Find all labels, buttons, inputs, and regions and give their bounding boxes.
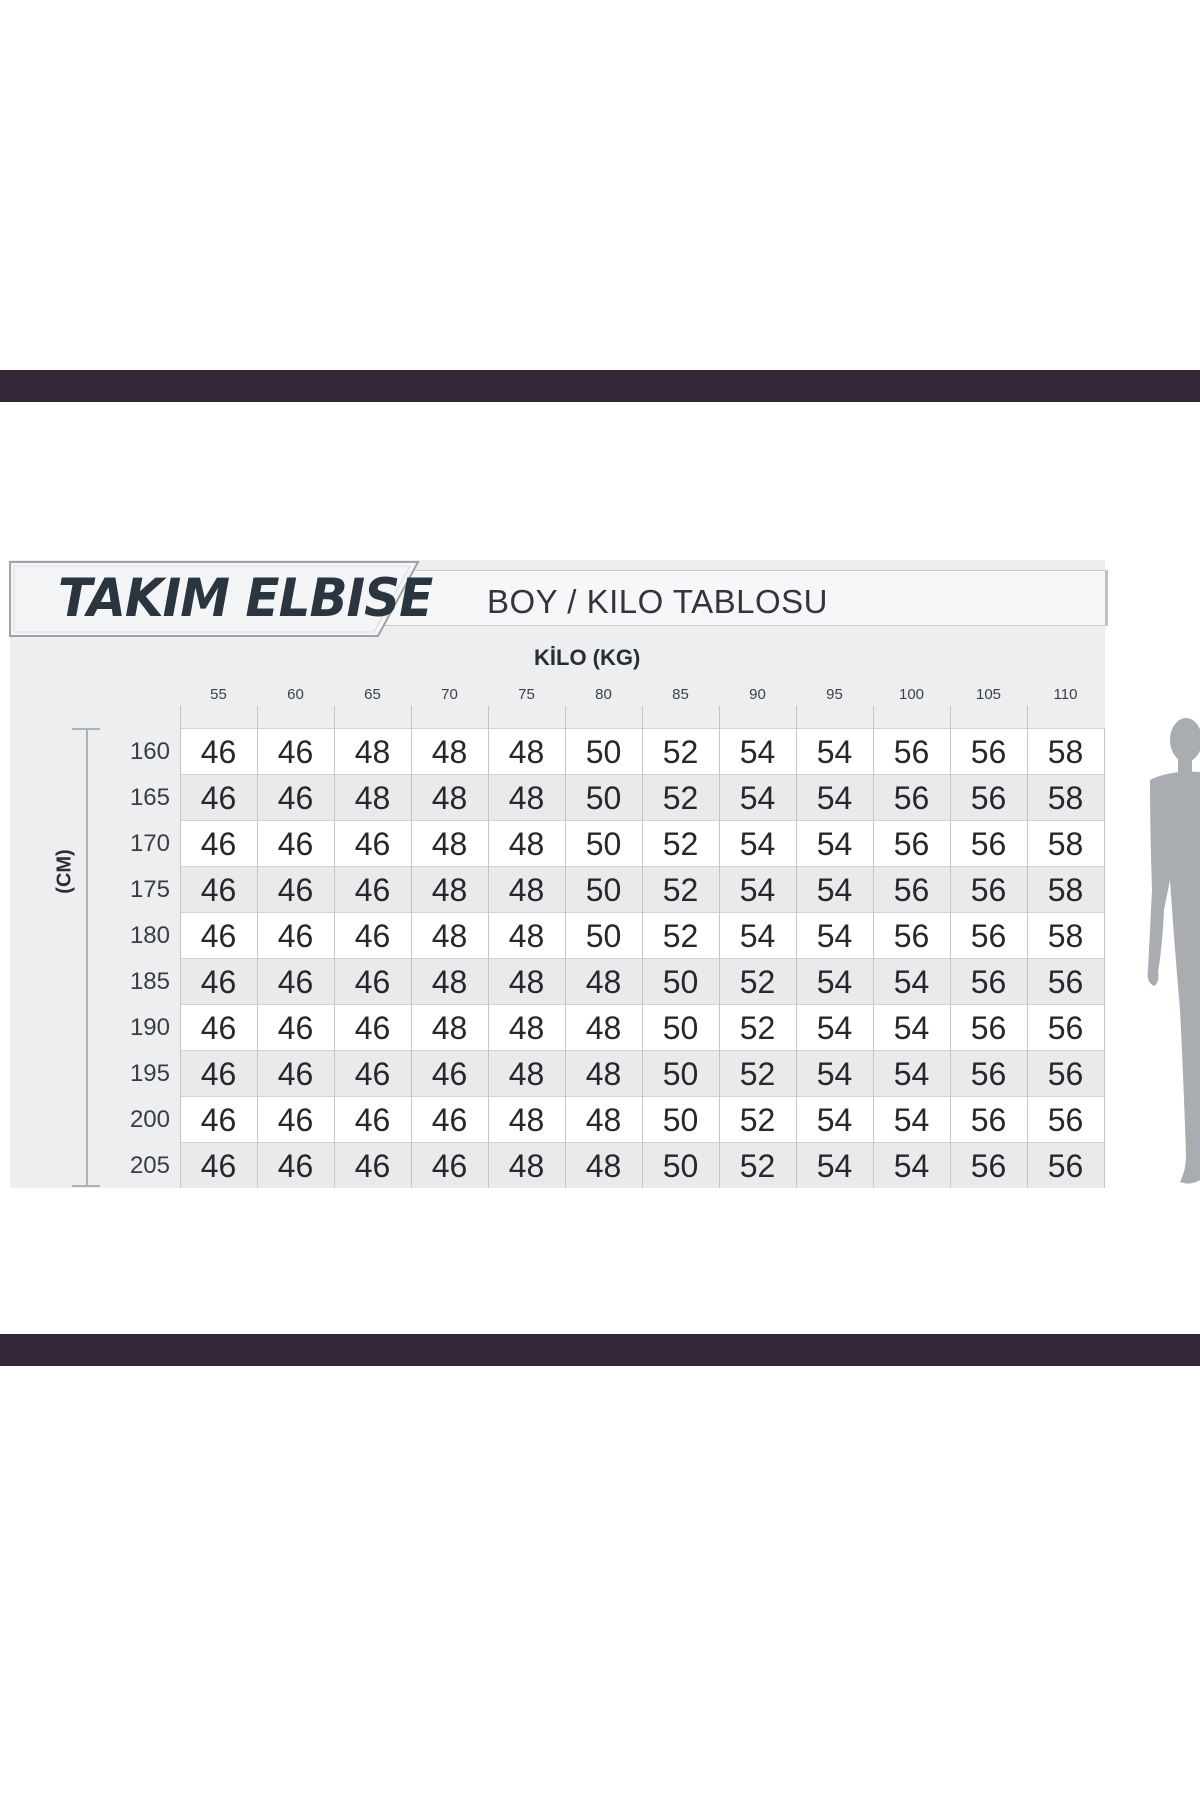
size-cell: 46 (277, 964, 314, 1000)
top-band (0, 370, 1200, 402)
height-label-195: 195 (129, 1060, 170, 1087)
size-cell: 48 (585, 964, 622, 1000)
header-divider (950, 706, 951, 728)
size-cell: 52 (739, 1010, 776, 1046)
weight-header-60: 60 (287, 686, 304, 703)
size-cell: 58 (1047, 826, 1084, 862)
size-cell: 48 (508, 780, 545, 816)
size-cell: 56 (1047, 1056, 1084, 1092)
size-cell: 56 (893, 780, 930, 816)
size-cell: 56 (1047, 1010, 1084, 1046)
size-cell: 56 (970, 780, 1007, 816)
size-cell: 46 (354, 964, 391, 1000)
size-cell: 46 (277, 872, 314, 908)
size-cell: 54 (739, 780, 776, 816)
column-divider (488, 728, 489, 1188)
size-cell: 48 (508, 872, 545, 908)
size-cell: 54 (816, 918, 853, 954)
header-divider (488, 706, 489, 728)
size-cell: 54 (816, 872, 853, 908)
column-divider (565, 728, 566, 1188)
size-cell: 58 (1047, 780, 1084, 816)
size-cell: 50 (662, 1010, 699, 1046)
size-cell: 54 (893, 1010, 930, 1046)
size-cell: 50 (585, 872, 622, 908)
weight-header-80: 80 (595, 686, 612, 703)
size-cell: 48 (508, 1102, 545, 1138)
size-cell: 46 (200, 964, 237, 1000)
weight-header-110: 110 (1053, 686, 1078, 703)
weight-axis-label: KİLO (KG) (534, 645, 641, 670)
size-cell: 46 (200, 826, 237, 862)
size-cell: 52 (739, 1056, 776, 1092)
size-cell: 58 (1047, 734, 1084, 770)
size-cell: 48 (431, 780, 468, 816)
size-cell: 48 (431, 872, 468, 908)
column-divider (334, 728, 335, 1188)
header-divider (642, 706, 643, 728)
size-cell: 48 (508, 1056, 545, 1092)
height-axis-line (86, 728, 88, 1186)
size-cell: 48 (354, 780, 391, 816)
header-divider (719, 706, 720, 728)
size-cell: 46 (277, 826, 314, 862)
size-cell: 48 (508, 1148, 545, 1184)
column-divider (411, 728, 412, 1188)
size-cell: 48 (354, 734, 391, 770)
size-cell: 56 (893, 734, 930, 770)
weight-header-90: 90 (749, 686, 766, 703)
size-cell: 46 (277, 1148, 314, 1184)
weight-header-75: 75 (518, 686, 535, 703)
size-cell: 50 (662, 1102, 699, 1138)
size-cell: 52 (662, 734, 699, 770)
size-cell: 54 (816, 1056, 853, 1092)
column-divider (796, 728, 797, 1188)
size-cell: 46 (277, 1056, 314, 1092)
size-cell: 50 (585, 734, 622, 770)
header-divider (257, 706, 258, 728)
size-cell: 48 (585, 1102, 622, 1138)
header-divider (411, 706, 412, 728)
size-cell: 54 (816, 734, 853, 770)
height-label-185: 185 (129, 968, 170, 995)
size-cell: 54 (816, 826, 853, 862)
size-cell: 48 (508, 918, 545, 954)
size-cell: 54 (893, 964, 930, 1000)
column-divider (642, 728, 643, 1188)
size-cell: 56 (970, 964, 1007, 1000)
size-cell: 46 (277, 918, 314, 954)
size-cell: 52 (662, 826, 699, 862)
weight-header-100: 100 (898, 686, 925, 703)
size-cell: 56 (970, 1148, 1007, 1184)
brand-title: TAKIM ELBISE (58, 567, 433, 629)
size-cell: 46 (200, 918, 237, 954)
size-cell: 46 (354, 918, 391, 954)
size-cell: 54 (893, 1148, 930, 1184)
size-cell: 48 (508, 1010, 545, 1046)
height-label-200: 200 (129, 1106, 170, 1133)
size-cell: 56 (893, 872, 930, 908)
size-cell: 50 (662, 1056, 699, 1092)
size-cell: 46 (200, 734, 237, 770)
size-cell: 54 (893, 1056, 930, 1092)
header-divider (796, 706, 797, 728)
size-cell: 46 (431, 1148, 468, 1184)
weight-header-95: 95 (826, 686, 843, 703)
size-cell: 58 (1047, 918, 1084, 954)
size-cell: 56 (970, 826, 1007, 862)
size-cell: 46 (200, 1010, 237, 1046)
size-cell: 50 (662, 964, 699, 1000)
size-cell: 46 (277, 1010, 314, 1046)
size-cell: 48 (585, 1056, 622, 1092)
weight-header-70: 70 (441, 686, 458, 703)
size-cell: 56 (970, 1102, 1007, 1138)
size-cell: 56 (970, 1056, 1007, 1092)
size-cell: 56 (893, 918, 930, 954)
weight-header-55: 55 (210, 686, 227, 703)
size-cell: 54 (816, 1102, 853, 1138)
height-axis-label: (CM) (53, 849, 76, 894)
size-cell: 48 (508, 826, 545, 862)
column-divider (1027, 728, 1028, 1188)
height-axis-cap-top (72, 728, 100, 730)
column-divider (180, 728, 181, 1188)
height-label-175: 175 (129, 876, 170, 903)
size-cell: 48 (508, 964, 545, 1000)
header-divider (873, 706, 874, 728)
size-cell: 46 (354, 1102, 391, 1138)
size-cell: 54 (893, 1102, 930, 1138)
height-label-170: 170 (129, 830, 170, 857)
size-cell: 56 (1047, 964, 1084, 1000)
height-label-190: 190 (129, 1014, 170, 1041)
size-cell: 46 (200, 780, 237, 816)
size-cell: 46 (354, 1148, 391, 1184)
size-cell: 56 (970, 872, 1007, 908)
size-cell: 48 (585, 1010, 622, 1046)
size-cell: 46 (200, 1056, 237, 1092)
size-cell: 54 (739, 826, 776, 862)
size-cell: 52 (739, 1102, 776, 1138)
weight-header-105: 105 (975, 686, 1002, 703)
column-divider (1104, 728, 1105, 1188)
size-cell: 50 (662, 1148, 699, 1184)
size-cell: 56 (970, 1010, 1007, 1046)
size-cell: 52 (739, 964, 776, 1000)
chart-subtitle: BOY / KILO TABLOSU (487, 583, 828, 620)
header-divider (180, 706, 181, 728)
size-cell: 52 (662, 872, 699, 908)
size-cell: 46 (354, 1056, 391, 1092)
column-divider (257, 728, 258, 1188)
size-cell: 46 (200, 1148, 237, 1184)
size-cell: 46 (277, 780, 314, 816)
size-cell: 54 (739, 872, 776, 908)
header-divider (334, 706, 335, 728)
height-label-165: 165 (129, 784, 170, 811)
size-cell: 48 (431, 964, 468, 1000)
column-divider (873, 728, 874, 1188)
size-cell: 50 (585, 918, 622, 954)
size-cell: 54 (816, 780, 853, 816)
size-cell: 48 (431, 1010, 468, 1046)
size-cell: 50 (585, 780, 622, 816)
size-cell: 52 (662, 918, 699, 954)
size-cell: 46 (431, 1102, 468, 1138)
column-divider (950, 728, 951, 1188)
size-cell: 48 (431, 918, 468, 954)
header-divider (565, 706, 566, 728)
size-cell: 48 (431, 734, 468, 770)
size-cell: 58 (1047, 872, 1084, 908)
size-cell: 54 (739, 918, 776, 954)
size-cell: 46 (354, 826, 391, 862)
size-cell: 46 (431, 1056, 468, 1092)
size-cell: 54 (739, 734, 776, 770)
height-label-180: 180 (129, 922, 170, 949)
height-label-160: 160 (129, 738, 170, 765)
size-cell: 46 (200, 1102, 237, 1138)
size-cell: 50 (585, 826, 622, 862)
size-cell: 56 (893, 826, 930, 862)
size-cell: 48 (431, 826, 468, 862)
size-cell: 54 (816, 964, 853, 1000)
size-cell: 46 (277, 1102, 314, 1138)
size-cell: 56 (1047, 1148, 1084, 1184)
size-cell: 48 (508, 734, 545, 770)
size-cell: 56 (1047, 1102, 1084, 1138)
size-cell: 48 (585, 1148, 622, 1184)
size-cell: 46 (354, 872, 391, 908)
size-cell: 54 (816, 1148, 853, 1184)
size-cell: 46 (354, 1010, 391, 1046)
height-axis-cap-bottom (72, 1185, 100, 1187)
size-cell: 54 (816, 1010, 853, 1046)
size-cell: 52 (662, 780, 699, 816)
height-label-205: 205 (129, 1152, 170, 1179)
header-divider (1027, 706, 1028, 728)
size-cell: 56 (970, 734, 1007, 770)
weight-header-85: 85 (672, 686, 689, 703)
size-cell: 46 (200, 872, 237, 908)
column-divider (719, 728, 720, 1188)
weight-header-65: 65 (364, 686, 381, 703)
size-cell: 56 (970, 918, 1007, 954)
size-cell: 52 (739, 1148, 776, 1184)
human-silhouette-icon (1140, 710, 1200, 1190)
size-cell: 46 (277, 734, 314, 770)
bottom-band (0, 1334, 1200, 1366)
